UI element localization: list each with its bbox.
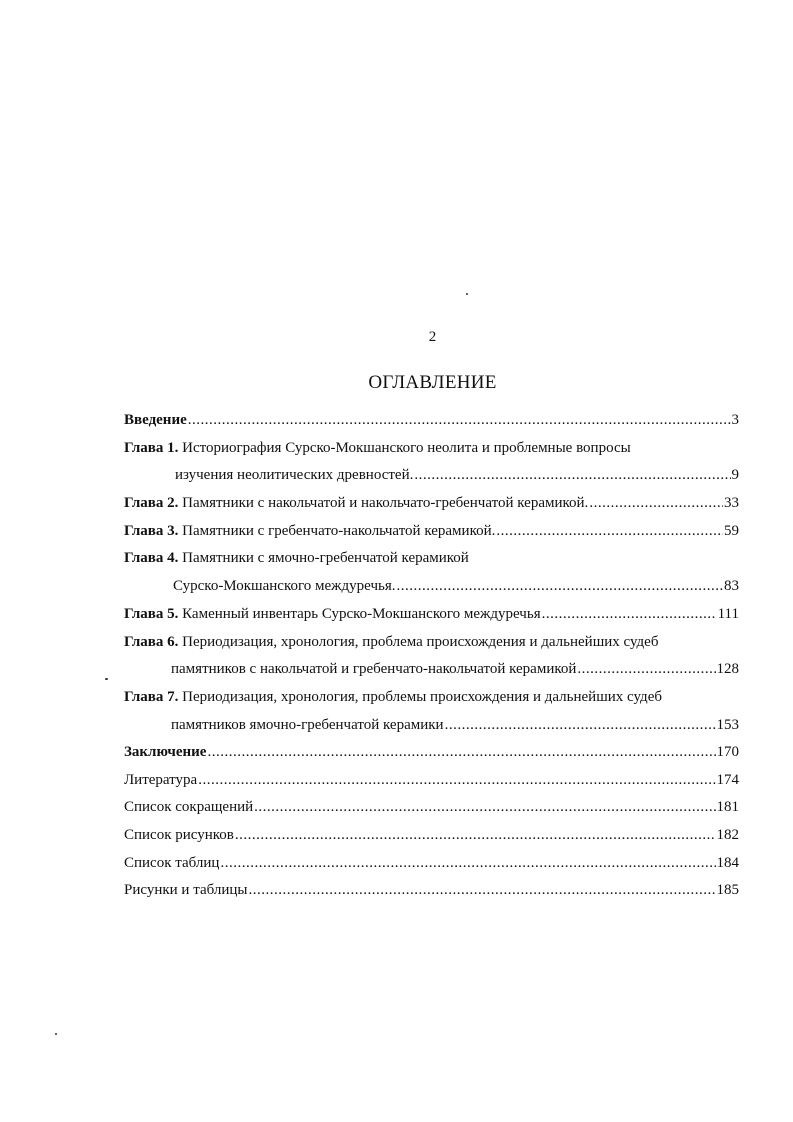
toc-title: ОГЛАВЛЕНИЕ	[368, 372, 497, 393]
toc-entry-chapter-3	[124, 521, 739, 541]
scan-speck	[105, 678, 108, 680]
toc-entry-abbreviations	[124, 797, 739, 817]
toc-entry-chapter-6-continued	[171, 659, 739, 679]
toc-entry-chapter-2	[124, 493, 739, 513]
toc-entry-chapter-7-continued	[171, 715, 739, 735]
toc-entry-chapter-6	[124, 632, 658, 652]
toc-entry-introduction	[124, 410, 739, 430]
chapter-title-line1: Памятники с ямочно-гребенчатой керамикой	[182, 550, 469, 566]
toc-entry-tables-list	[124, 853, 739, 873]
scan-speck	[466, 293, 468, 295]
toc-entry-chapter-4	[124, 548, 469, 568]
toc-entry-chapter-5	[124, 604, 739, 624]
chapter-prefix: Глава 6.	[124, 634, 179, 650]
toc-page-number: 111	[717, 606, 739, 622]
toc-entry-chapter-1-continued	[175, 465, 739, 485]
chapter-title-line2: изучения неолитических древностей.	[175, 467, 414, 483]
toc-entry-figures-and-tables	[124, 880, 739, 900]
toc-entry-label: Список таблиц	[124, 855, 220, 871]
chapter-title: Каменный инвентарь Сурско-Мокшанского междуречья	[182, 606, 541, 622]
toc-entry-chapter-7	[124, 687, 662, 707]
toc-page-number: 33	[724, 495, 739, 511]
leader-dots	[188, 410, 731, 430]
toc-page-number: 83	[724, 578, 739, 594]
chapter-prefix: Глава 3.	[124, 523, 179, 539]
toc-entry-figures-list	[124, 825, 739, 845]
leader-dots	[589, 493, 723, 513]
toc-entry-label: Заключение	[124, 744, 207, 760]
leader-dots	[496, 521, 723, 541]
leader-dots	[396, 576, 723, 596]
leader-dots	[254, 797, 715, 817]
toc-entry-chapter-1	[124, 438, 631, 458]
toc-entry-label: Список сокращений	[124, 799, 254, 815]
leader-dots	[445, 715, 716, 735]
toc-page-number: 170	[716, 744, 739, 760]
toc-page-number: 185	[716, 882, 739, 898]
chapter-title-line1: Историография Сурско-Мокшанского неолита и проблемные вопросы	[182, 440, 631, 456]
toc-entry-label: Литература	[124, 772, 198, 788]
leader-dots	[577, 659, 715, 679]
toc-page-number: 182	[716, 827, 739, 843]
leader-dots	[207, 742, 715, 762]
toc-entry-label: Введение	[124, 412, 187, 428]
chapter-prefix: Глава 5.	[124, 606, 179, 622]
toc-page-number: 174	[716, 772, 739, 788]
chapter-title-line2: памятников ямочно-гребенчатой керамики	[171, 717, 444, 733]
toc-page-number: 128	[716, 661, 739, 677]
chapter-prefix: Глава 1.	[124, 440, 179, 456]
leader-dots	[198, 770, 715, 790]
leader-dots	[235, 825, 716, 845]
scan-speck	[55, 1033, 57, 1035]
leader-dots	[414, 465, 730, 485]
page-number: 2	[428, 329, 437, 345]
leader-dots	[220, 853, 715, 873]
chapter-title-line1: Периодизация, хронология, проблема происхождения и дальнейших судеб	[182, 634, 659, 650]
chapter-prefix: Глава 4.	[124, 550, 179, 566]
toc-page-number: 184	[716, 855, 739, 871]
toc-entry-literature	[124, 770, 739, 790]
chapter-title: Памятники с гребенчато-накольчатой керамикой.	[182, 523, 496, 539]
chapter-prefix: Глава 7.	[124, 689, 179, 705]
toc-entry-label: Список рисунков	[124, 827, 234, 843]
chapter-title-line1: Периодизация, хронология, проблемы происхождения и дальнейших судеб	[182, 689, 662, 705]
chapter-title-line2: Сурско-Мокшанского междуречья.	[173, 578, 396, 594]
toc-entry-chapter-4-continued	[173, 576, 739, 596]
toc-entry-conclusion	[124, 742, 739, 762]
toc-entry-label: Рисунки и таблицы	[124, 882, 248, 898]
leader-dots	[248, 880, 715, 900]
toc-page-number: 153	[716, 717, 739, 733]
toc-page-number: 59	[724, 523, 739, 539]
toc-page-number: 3	[731, 412, 739, 428]
chapter-title-line2: памятников с накольчатой и гребенчато-накольчатой керамикой	[171, 661, 577, 677]
chapter-title: Памятники с накольчатой и накольчато-гребенчатой керамикой.	[182, 495, 589, 511]
leader-dots	[542, 604, 717, 624]
toc-page-number: 9	[731, 467, 739, 483]
toc-page-number: 181	[716, 799, 739, 815]
chapter-prefix: Глава 2.	[124, 495, 179, 511]
